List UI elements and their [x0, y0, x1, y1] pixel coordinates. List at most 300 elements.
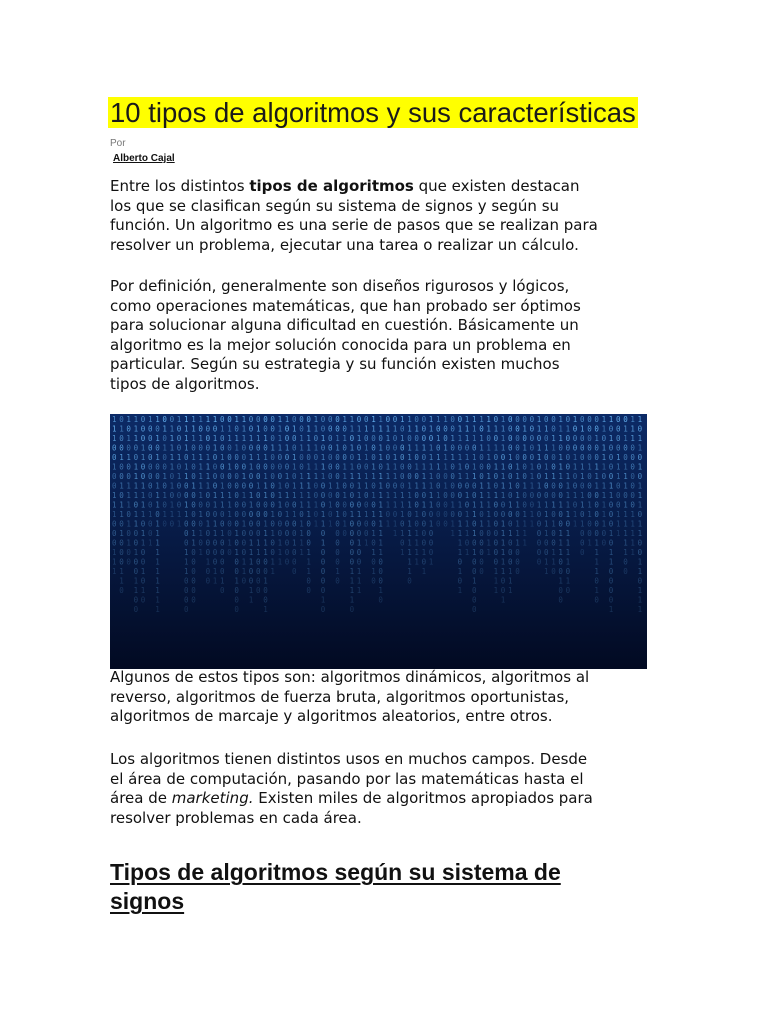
paragraph-definition: [110, 277, 670, 395]
binary-digit: 0: [551, 424, 556, 434]
binary-digit: 0: [220, 519, 225, 529]
binary-digit: 1: [428, 557, 434, 567]
binary-digit: 1: [378, 538, 383, 548]
binary-digit: 1: [184, 462, 189, 472]
binary-digit: 0: [184, 586, 189, 595]
binary-digit: 0: [414, 472, 419, 481]
binary-digit: 0: [479, 510, 484, 519]
paragraph-line: función. Un algoritmo es una serie de pasos que se realizan para: [110, 216, 598, 235]
binary-digit: 1: [457, 548, 463, 557]
binary-digit: 1: [263, 434, 268, 443]
binary-digit: 1: [580, 500, 585, 510]
binary-digit: 0: [587, 434, 592, 443]
binary-digit: 1: [479, 434, 484, 443]
binary-digit: 1: [205, 472, 211, 481]
binary-digit: 1: [630, 415, 635, 424]
binary-digit: 1: [140, 491, 146, 500]
binary-digit: 0: [176, 500, 182, 510]
binary-digit: 0: [572, 443, 578, 453]
binary-digit: 1: [414, 481, 419, 491]
binary-digit: 0: [508, 519, 513, 529]
binary-digit: 0: [256, 510, 261, 519]
binary-digit: 0: [565, 586, 571, 595]
binary-digit: 1: [306, 548, 311, 557]
binary-digit: 0: [349, 557, 355, 567]
binary-digit: 1: [306, 557, 311, 567]
binary-digit: 1: [212, 443, 218, 453]
binary-digit: 0: [572, 500, 578, 510]
binary-digit: 1: [457, 567, 463, 576]
binary-digit: 0: [493, 557, 499, 567]
binary-digit: 1: [205, 415, 211, 424]
binary-digit: 0: [148, 443, 153, 453]
binary-digit: 0: [587, 453, 592, 462]
binary-digit: 0: [263, 462, 268, 472]
binary-digit: 1: [558, 548, 563, 557]
binary-digit: 0: [608, 472, 614, 481]
binary-digit: 0: [162, 462, 167, 472]
binary-digit: 1: [515, 529, 520, 538]
binary-digit: 1: [306, 424, 311, 434]
binary-digit: 1: [169, 424, 175, 434]
binary-digit: 0: [457, 510, 463, 519]
binary-digit: 0: [126, 462, 131, 472]
binary-digit: 0: [601, 538, 607, 548]
binary-digit: 0: [450, 491, 455, 500]
binary-digit: 0: [464, 500, 470, 510]
binary-digit: 0: [515, 510, 520, 519]
binary-digit: 1: [637, 567, 643, 576]
binary-digit: 1: [198, 548, 203, 557]
binary-digit: 1: [414, 424, 419, 434]
binary-digit: 1: [472, 462, 477, 472]
binary-digit: 1: [601, 491, 607, 500]
binary-digit: 1: [349, 576, 355, 586]
binary-digit: 1: [500, 595, 506, 605]
binary-digit: 1: [169, 462, 175, 472]
binary-digit: 0: [536, 519, 542, 529]
binary-digit: 0: [205, 567, 211, 576]
binary-digit: 1: [112, 510, 117, 519]
binary-digit: 1: [637, 557, 643, 567]
binary-digit: 0: [608, 538, 614, 548]
binary-digit: 1: [493, 567, 499, 576]
binary-digit: 1: [378, 472, 383, 481]
binary-digit: 0: [529, 500, 535, 510]
binary-digit: 0: [112, 529, 117, 538]
binary-digit: 0: [126, 510, 131, 519]
binary-digit: 1: [608, 605, 614, 614]
binary-digit: 0: [328, 415, 333, 424]
binary-digit: 0: [529, 415, 535, 424]
binary-digit: 1: [594, 538, 599, 548]
binary-digit: 0: [241, 576, 247, 586]
binary-digit: 1: [292, 424, 297, 434]
binary-digit: 1: [572, 462, 578, 472]
binary-digit: 0: [544, 453, 549, 462]
binary-digit: 0: [284, 453, 290, 462]
binary-digit: 1: [241, 557, 247, 567]
binary-digit: 0: [457, 557, 463, 567]
binary-digit: 0: [205, 529, 211, 538]
binary-digit: 1: [392, 519, 398, 529]
binary-digit: 1: [299, 538, 304, 548]
binary-digit: 0: [234, 557, 239, 567]
binary-digit: 0: [515, 443, 520, 453]
binary-digit: 1: [277, 443, 283, 453]
binary-digit: 1: [493, 491, 499, 500]
binary-digit: 0: [176, 434, 182, 443]
binary-digit: 1: [284, 472, 290, 481]
binary-digit: 0: [133, 557, 139, 567]
binary-digit: 0: [522, 434, 527, 443]
binary-digit: 0: [608, 519, 614, 529]
binary-digit: 0: [349, 481, 355, 491]
binary-digit: 1: [176, 453, 182, 462]
binary-digit: 1: [320, 538, 326, 548]
binary-code-image: [110, 414, 647, 669]
binary-digit: 1: [198, 453, 203, 462]
binary-digit: 0: [335, 548, 340, 557]
binary-digit: 1: [436, 434, 441, 443]
binary-digit: 0: [241, 538, 247, 548]
binary-digit: 1: [385, 500, 391, 510]
binary-digit: 0: [176, 424, 182, 434]
text-run: Entre los distintos: [110, 177, 250, 195]
binary-digit: 0: [529, 491, 535, 500]
binary-digit: 0: [119, 462, 124, 472]
binary-digit: 0: [356, 415, 362, 424]
binary-digit: 0: [292, 519, 297, 529]
binary-digit: 0: [356, 462, 362, 472]
binary-digit: 1: [536, 443, 542, 453]
binary-digit: 0: [140, 595, 146, 605]
binary-digit: 1: [263, 576, 268, 586]
binary-digit: 1: [169, 510, 175, 519]
binary-digit: 1: [133, 576, 139, 586]
binary-digit: 0: [407, 510, 412, 519]
binary-digit: 0: [234, 519, 239, 529]
binary-digit: 0: [443, 434, 448, 443]
binary-digit: 1: [112, 491, 117, 500]
binary-digit: 0: [594, 510, 599, 519]
binary-digit: 1: [616, 453, 621, 462]
binary-digit: 1: [558, 424, 563, 434]
binary-digit: 1: [515, 500, 520, 510]
binary-digit: 1: [133, 510, 139, 519]
binary-digit: 1: [580, 472, 585, 481]
binary-digit: 0: [313, 481, 319, 491]
paragraph-intro: [110, 177, 670, 255]
binary-digit: 1: [227, 462, 232, 472]
binary-digit: 1: [544, 529, 549, 538]
binary-digit: 0: [328, 472, 333, 481]
binary-digit: 0: [184, 481, 189, 491]
binary-digit: 1: [241, 519, 247, 529]
binary-digit: 1: [198, 472, 203, 481]
binary-digit: 1: [464, 434, 470, 443]
binary-digit: 1: [400, 491, 405, 500]
binary-digit: 0: [126, 443, 131, 453]
binary-digit: 1: [637, 415, 643, 424]
binary-digit: 0: [263, 500, 268, 510]
binary-digit: 1: [407, 538, 412, 548]
binary-digit: 0: [450, 462, 455, 472]
binary-digit: 0: [356, 500, 362, 510]
binary-digit: 1: [565, 548, 571, 557]
binary-digit: 0: [270, 415, 275, 424]
binary-digit: 0: [277, 510, 283, 519]
binary-digit: 0: [436, 443, 441, 453]
binary-digit: 1: [565, 529, 571, 538]
binary-digit: 0: [227, 453, 232, 462]
binary-digit: 0: [630, 453, 635, 462]
binary-digit: 0: [169, 491, 175, 500]
binary-digit: 0: [335, 519, 340, 529]
binary-digit: 1: [601, 510, 607, 519]
binary-digit: 1: [356, 424, 362, 434]
binary-digit: 1: [313, 462, 319, 472]
paragraph-line: tipos de algoritmos.: [110, 374, 260, 393]
binary-digit: 1: [191, 453, 196, 462]
binary-digit: 1: [184, 548, 189, 557]
binary-digit: 0: [407, 576, 412, 586]
binary-digit: 0: [508, 510, 513, 519]
binary-digit: 0: [277, 529, 283, 538]
paragraph-line: resolver problemas en cada área.: [110, 808, 362, 827]
binary-digit: 1: [428, 453, 434, 462]
binary-digit: 1: [421, 443, 427, 453]
binary-digit: 0: [500, 510, 506, 519]
binary-digit: 1: [349, 443, 355, 453]
binary-digit: 1: [277, 424, 283, 434]
binary-digit: 1: [544, 424, 549, 434]
binary-digit: 1: [457, 462, 463, 472]
binary-digit: 1: [479, 491, 484, 500]
binary-digit: 0: [623, 453, 628, 462]
binary-digit: 0: [450, 443, 455, 453]
binary-digit: 0: [493, 434, 499, 443]
binary-digit: 1: [558, 415, 563, 424]
binary-digit: 0: [320, 567, 326, 576]
binary-digit: 0: [364, 434, 369, 443]
binary-digit: 1: [623, 481, 628, 491]
binary-digit: 0: [594, 453, 599, 462]
binary-digit: 1: [414, 529, 419, 538]
binary-digit: 0: [500, 500, 506, 510]
binary-digit: 1: [133, 462, 139, 472]
binary-digit: 1: [407, 500, 412, 510]
binary-digit: 0: [263, 510, 268, 519]
binary-digit: 0: [320, 481, 326, 491]
binary-digit: 1: [464, 472, 470, 481]
binary-digit: 1: [184, 415, 189, 424]
binary-digit: 1: [400, 548, 405, 557]
binary-digit: 0: [536, 557, 542, 567]
binary-digit: 0: [486, 462, 491, 472]
binary-digit: 0: [385, 415, 391, 424]
binary-digit: 0: [349, 538, 355, 548]
binary-digit: 0: [306, 519, 311, 529]
binary-digit: 0: [284, 500, 290, 510]
binary-digit: 1: [133, 415, 139, 424]
binary-digit: 1: [349, 424, 355, 434]
binary-digit: 1: [155, 595, 160, 605]
binary-digit: 0: [320, 605, 326, 614]
binary-digit: 1: [155, 605, 160, 614]
binary-digit: 1: [299, 500, 304, 510]
binary-digit: 0: [623, 557, 628, 567]
binary-digit: 0: [155, 424, 160, 434]
binary-digit: 1: [558, 453, 563, 462]
binary-digit: 0: [493, 453, 499, 462]
binary-digit: 0: [119, 472, 124, 481]
binary-digit: 0: [623, 415, 628, 424]
binary-digit: 0: [284, 519, 290, 529]
binary-digit: 0: [155, 443, 160, 453]
binary-digit: 1: [184, 500, 189, 510]
binary-digit: 0: [306, 529, 311, 538]
binary-digit: 0: [256, 576, 261, 586]
binary-digit: 0: [558, 557, 563, 567]
binary-digit: 1: [184, 434, 189, 443]
binary-digit: 0: [378, 462, 383, 472]
binary-digit: 1: [608, 557, 614, 567]
binary-digit: 0: [234, 510, 239, 519]
paragraph-line: Por definición, generalmente son diseños rigurosos y lógicos,: [110, 277, 570, 295]
binary-digit: 0: [126, 548, 131, 557]
binary-digit: 1: [515, 462, 520, 472]
binary-digit: 0: [616, 415, 621, 424]
binary-digit: 0: [443, 510, 448, 519]
binary-digit: 1: [580, 424, 585, 434]
binary-digit: 0: [241, 500, 247, 510]
binary-digit: 0: [119, 434, 124, 443]
binary-digit: 0: [270, 424, 275, 434]
binary-digit: 0: [133, 538, 139, 548]
binary-digit: 1: [414, 538, 419, 548]
binary-digit: 1: [198, 415, 203, 424]
binary-digit: 1: [515, 491, 520, 500]
binary-digit: 0: [536, 462, 542, 472]
binary-digit: 1: [371, 548, 376, 557]
binary-digit: 0: [493, 472, 499, 481]
binary-digit: 0: [234, 462, 239, 472]
binary-digit: 1: [436, 453, 441, 462]
binary-digit: 1: [414, 510, 419, 519]
binary-digit: 1: [500, 491, 506, 500]
binary-digit: 1: [457, 519, 463, 529]
binary-digit: 0: [508, 491, 513, 500]
binary-digit: 1: [284, 510, 290, 519]
binary-digit: 0: [191, 595, 196, 605]
binary-digit: 0: [356, 529, 362, 538]
binary-digit: 1: [464, 424, 470, 434]
binary-digit: 0: [400, 519, 405, 529]
binary-digit: 1: [407, 529, 412, 538]
binary-digit: 1: [544, 510, 549, 519]
binary-digit: 1: [392, 491, 398, 500]
binary-digit: 0: [133, 605, 139, 614]
binary-digit: 0: [126, 424, 131, 434]
binary-digit: 0: [601, 529, 607, 538]
binary-digit: 0: [479, 567, 484, 576]
binary-digit: 1: [378, 491, 383, 500]
binary-digit: 0: [184, 491, 189, 500]
binary-digit: 0: [594, 576, 599, 586]
binary-digit: 1: [457, 453, 463, 462]
binary-digit: 1: [522, 481, 527, 491]
binary-digit: 1: [155, 434, 160, 443]
binary-digit: 1: [500, 472, 506, 481]
binary-digit: 0: [292, 529, 297, 538]
binary-digit: 0: [270, 548, 275, 557]
binary-digit: 0: [184, 576, 189, 586]
binary-digit: 0: [515, 557, 520, 567]
binary-digit: 0: [342, 500, 347, 510]
binary-digit: 1: [378, 519, 383, 529]
binary-digit: 1: [155, 481, 160, 491]
binary-digit: 1: [212, 434, 218, 443]
binary-digit: 0: [472, 538, 477, 548]
binary-digit: 1: [392, 424, 398, 434]
binary-digit: 1: [263, 548, 268, 557]
paragraph-line: [110, 789, 670, 809]
binary-digit: 1: [227, 424, 232, 434]
binary-digit: 1: [155, 453, 160, 462]
binary-digit: 0: [227, 415, 232, 424]
binary-digit: 0: [349, 491, 355, 500]
binary-digit: 1: [256, 424, 261, 434]
section-heading: [110, 858, 561, 916]
binary-digit: 0: [637, 453, 643, 462]
binary-digit: 1: [313, 424, 319, 434]
binary-digit: 1: [385, 424, 391, 434]
binary-digit: 1: [277, 415, 283, 424]
author-link[interactable]: Alberto Cajal: [113, 153, 175, 164]
binary-digit: 0: [601, 472, 607, 481]
binary-digit: 0: [241, 510, 247, 519]
binary-digit: 0: [155, 472, 160, 481]
paragraph-line: algoritmos de marcaje y algoritmos aleatorios, entre otros.: [110, 707, 553, 726]
binary-digit: 0: [594, 519, 599, 529]
binary-digit: 1: [198, 529, 203, 538]
binary-digit: 1: [220, 481, 225, 491]
binary-digit: 0: [558, 586, 563, 595]
binary-digit: 0: [184, 519, 189, 529]
binary-digit: 1: [493, 443, 499, 453]
binary-digit: 0: [536, 510, 542, 519]
binary-digit: 1: [544, 500, 549, 510]
binary-digit: 1: [630, 529, 635, 538]
binary-digit: 1: [248, 491, 254, 500]
binary-digit: 1: [464, 510, 470, 519]
binary-digit: 1: [212, 576, 218, 586]
binary-digit: 0: [162, 453, 167, 462]
binary-digit: 1: [191, 538, 196, 548]
binary-digit: 1: [436, 462, 441, 472]
binary-digit: 1: [292, 453, 297, 462]
binary-digit: 1: [486, 491, 491, 500]
binary-digit: 0: [436, 472, 441, 481]
binary-digit: 0: [162, 519, 167, 529]
binary-digit: 0: [551, 510, 556, 519]
binary-digit: 1: [284, 491, 290, 500]
binary-digit: 0: [277, 472, 283, 481]
binary-digit: 1: [594, 462, 599, 472]
binary-digit: 1: [176, 472, 182, 481]
binary-digit: 0: [148, 481, 153, 491]
